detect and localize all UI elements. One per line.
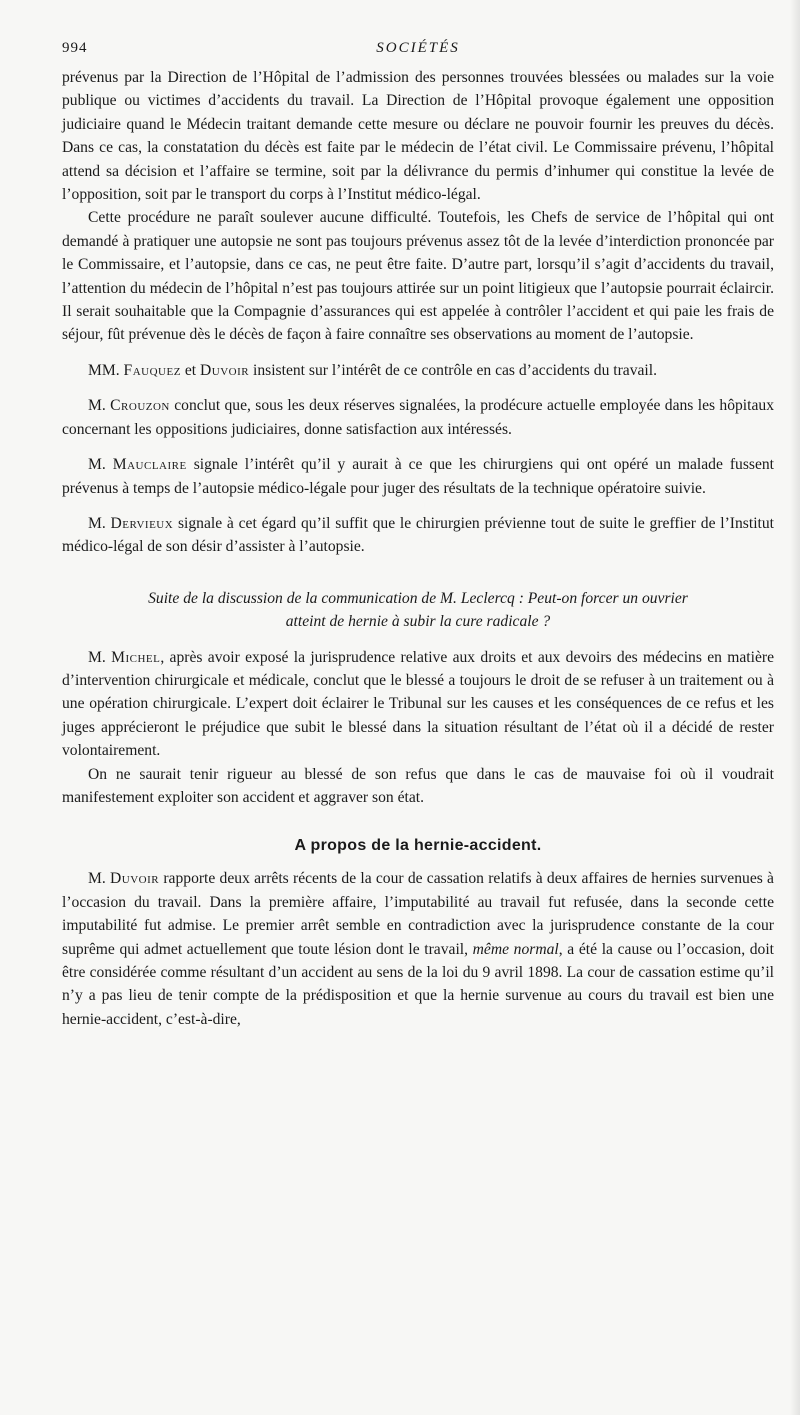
document-page — [62, 40, 774, 1031]
speaker-name: Michel — [111, 648, 161, 666]
speaker-name: Crouzon — [110, 397, 170, 415]
speaker-name: Duvoir — [200, 361, 250, 379]
paragraph-procedure-difficulty: Cette procédure ne paraît soulever aucune difficulté. Toutefois, les Chefs de service de l’hôpital qui ont demandé à pratiquer une autopsie ne sont pas toujours prévenus assez tôt de la levée d’interdiction prononcée par le Commissaire, et l’autopsie, dans ce cas, ne peut être faite. D’autre part, lorsqu’il s’agit d’accidents du travail, l’attention du médecin de l’hôpital n’est pas toujours attirée sur un point litigieux que l’autopsie pourrait éclaircir. Il serait souhaitable que la Compagnie d’assurances qui est appelée à contrôler l’accident et qui paie les frais de séjour, fût prévenue dès le décès de façon à faire connaître ses observations au moment de l’autopsie. — [62, 209, 774, 344]
paragraph-fauquez-duvoir: MM. Fauquez et Duvoir insistent sur l’intérêt de ce contrôle en cas d’accidents du travail. — [88, 361, 657, 379]
speaker-name: Duvoir — [110, 870, 160, 888]
emphasis-text: même normal — [472, 940, 559, 958]
section-heading: A propos de la hernie-accident. — [294, 837, 542, 855]
speaker-name: Fauquez — [123, 361, 181, 379]
paragraph-dervieux: M. Dervieux signale à cet égard qu’il suffit que le chirurgien prévienne tout de suite le greffier de l’Institut médico-légal de son désir d’assister à l’autopsie. — [62, 514, 774, 556]
page-edge-shadow — [790, 0, 800, 1415]
discussion-title: Suite de la discussion de la communication de M. Leclercq : Peut-on forcer un ouvrier atteint de hernie à subir la cure radicale ? — [148, 589, 688, 631]
page-header — [62, 40, 774, 66]
speaker-name: Mauclaire — [112, 456, 187, 474]
paragraph-crouzon: M. Crouzon conclut que, sous les deux réserves signalées, la prodécure actuelle employée dans les hôpitaux concernant les oppositions judiciaires, donne satisfaction aux intéressés. — [62, 397, 774, 438]
paragraph-hospital-procedure: prévenus par la Direction de l’Hôpital de l’admission des personnes trouvées blessées ou malades sur la voie publique ou victimes d’accidents du travail. La Direction de l’Hôpital provoque également une opposition judiciaire quand le Médecin traitant demande cette mesure ou déclare ne pouvoir fournir les preuves du décès. Dans ce cas, la constatation du décès est faite par le médecin de l’état civil. Le Commissaire prévenu, l’hôpital attend sa décision et l’affaire se termine, soit par la délivrance du permis d’inhumer qui constitue la levée de l’opposition, soit par le transport du corps à l’Institut médico-légal. — [62, 69, 774, 204]
paragraph-mauclaire: M. Mauclaire signale l’intérêt qu’il y aurait à ce que les chirurgiens qui ont opéré un malade fussent prévenus à temps de l’autopsie médico-légale pour juger des résultats de la technique opératoire suivie. — [62, 456, 775, 497]
running-head: SOCIÉTÉS — [376, 40, 460, 56]
paragraph-duvoir-hernia: M. Duvoir rapporte deux arrêts récents de la cour de cassation relatifs à deux affaires de hernies survenues à l’occasion du travail. Dans la première affaire, l’imputabilité au travail fut refusée, dans la seconde cette imputabilité fut admise. Le premier arrêt semble en contradiction avec la jurisprudence constante de la cour suprême qui admet actuellement que toute lésion dont le travail, même normal, a été la cause ou l’occasion, doit être considérée comme résultant d’un accident au sens de la loi du 9 avril 1898. La cour de cassation estime qu’il n’y a pas lieu de tenir compte de la prédisposition et que la hernie survenue au cours du travail est bien une hernie-accident, c’est-à-dire, — [62, 870, 775, 1028]
paragraph-michel: M. Michel, après avoir exposé la jurisprudence relative aux droits et aux devoirs des médecins en matière d’intervention chirurgicale et médicale, conclut que le blessé a toujours le droit de se refuser à un traitement ou à une opération chirurgicale. L’expert doit éclairer le Tribunal sur les causes et les conséquences de ce refus et les juges apprécieront le préjudice que subit le blessé dans la situation résultant de l’état où il a décidé de rester volontairement. — [62, 648, 774, 760]
speaker-name: Dervieux — [110, 514, 174, 532]
paragraph-bad-faith: On ne saurait tenir rigueur au blessé de son refus que dans le cas de mauvaise foi où il voudrait manifestement exploiter son accident et aggraver son état. — [62, 765, 774, 806]
page-number: 994 — [62, 40, 88, 56]
